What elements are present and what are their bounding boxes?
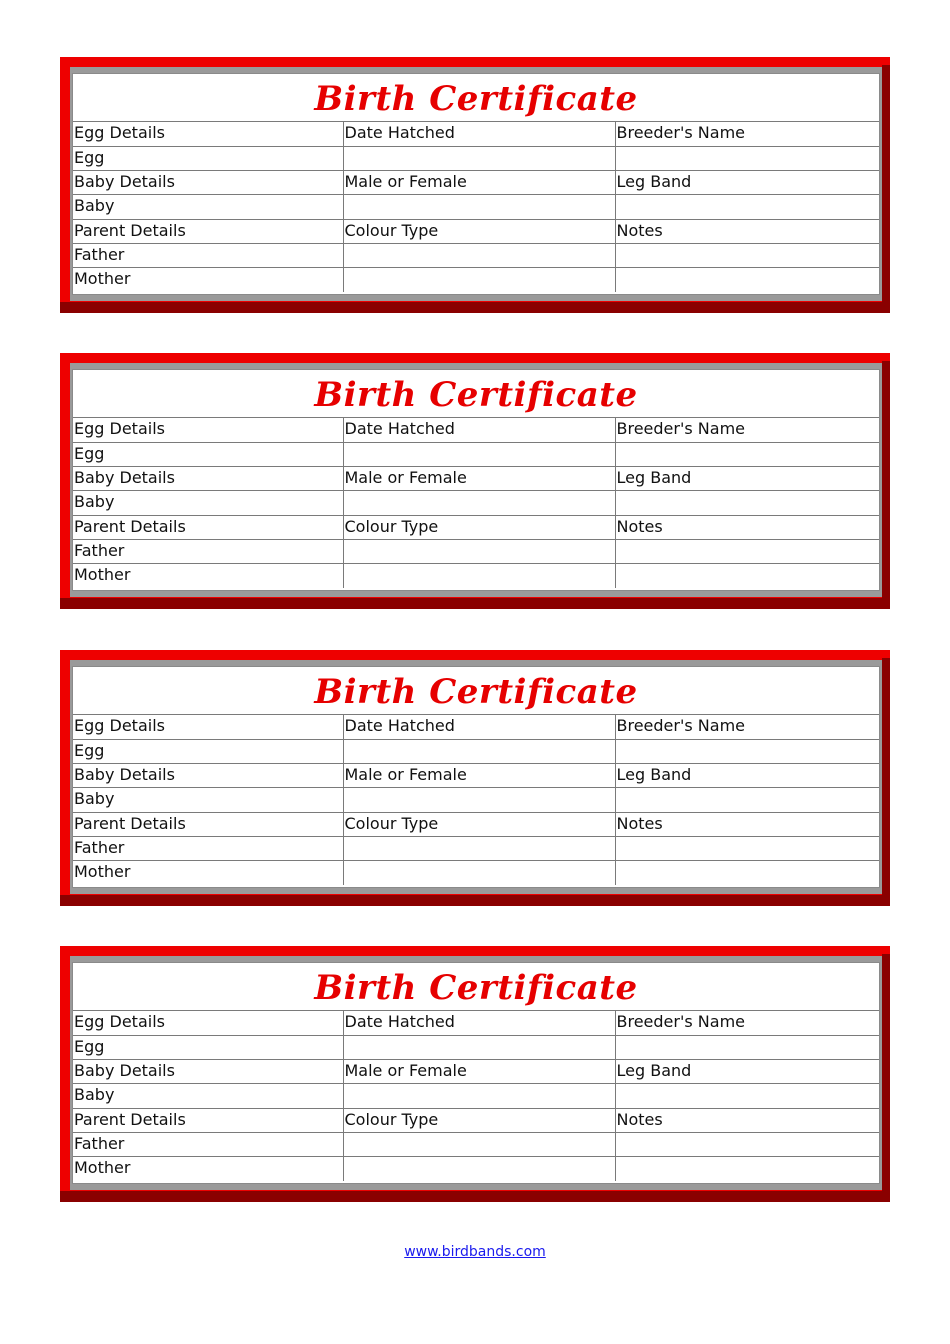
table-row [73, 812, 879, 836]
mother-label: Mother [73, 1157, 343, 1181]
parent-details-label: Parent Details [73, 219, 343, 243]
table-row [73, 442, 879, 466]
male-or-female-field[interactable] [343, 195, 615, 219]
male-or-female-field[interactable] [343, 491, 615, 515]
breeders-name-field[interactable] [615, 739, 879, 763]
leg-band-field[interactable] [615, 195, 879, 219]
card-shadow [60, 302, 890, 313]
card-shadow [882, 954, 890, 1202]
male-or-female-label: Male or Female [343, 171, 615, 195]
table-row [73, 1108, 879, 1132]
mother-notes-field[interactable] [615, 861, 879, 885]
father-colour-field[interactable] [343, 836, 615, 860]
notes-label: Notes [615, 515, 879, 539]
table-row [73, 1084, 879, 1108]
breeders-name-field[interactable] [615, 1035, 879, 1059]
table-row [73, 146, 879, 170]
table-row [73, 491, 879, 515]
baby-details-label: Baby Details [73, 764, 343, 788]
breeders-name-label: Breeder's Name [615, 418, 879, 442]
date-hatched-field[interactable] [343, 442, 615, 466]
certificate-table [73, 715, 879, 885]
table-row [73, 195, 879, 219]
birth-certificate-card [60, 353, 890, 609]
parent-details-label: Parent Details [73, 812, 343, 836]
notes-label: Notes [615, 1108, 879, 1132]
table-row [73, 715, 879, 739]
card-border [70, 67, 882, 301]
mother-colour-field[interactable] [343, 268, 615, 292]
breeders-name-label: Breeder's Name [615, 1011, 879, 1035]
birth-certificate-card [60, 650, 890, 906]
egg-details-label: Egg Details [73, 418, 343, 442]
card-shadow [882, 361, 890, 609]
egg-label: Egg [73, 146, 343, 170]
table-row [73, 171, 879, 195]
baby-details-label: Baby Details [73, 1060, 343, 1084]
father-notes-field[interactable] [615, 243, 879, 267]
certificate-table [73, 1011, 879, 1181]
notes-label: Notes [615, 219, 879, 243]
certificate-form [72, 73, 880, 295]
table-row [73, 539, 879, 563]
table-row [73, 564, 879, 588]
website-link[interactable]: www.birdbands.com [404, 1244, 546, 1260]
certificate-title: Birth Certificate [73, 963, 879, 1011]
breeders-name-label: Breeder's Name [615, 122, 879, 146]
certificate-table [73, 122, 879, 292]
card-shadow [60, 1191, 890, 1202]
father-label: Father [73, 539, 343, 563]
colour-type-label: Colour Type [343, 812, 615, 836]
baby-label: Baby [73, 788, 343, 812]
father-notes-field[interactable] [615, 539, 879, 563]
father-label: Father [73, 836, 343, 860]
egg-details-label: Egg Details [73, 715, 343, 739]
male-or-female-label: Male or Female [343, 467, 615, 491]
table-row [73, 1157, 879, 1181]
table-row [73, 467, 879, 491]
certificate-form [72, 962, 880, 1184]
mother-label: Mother [73, 268, 343, 292]
table-row [73, 268, 879, 292]
table-row [73, 515, 879, 539]
male-or-female-label: Male or Female [343, 764, 615, 788]
leg-band-field[interactable] [615, 491, 879, 515]
mother-label: Mother [73, 861, 343, 885]
egg-label: Egg [73, 442, 343, 466]
certificate-title: Birth Certificate [73, 667, 879, 715]
father-notes-field[interactable] [615, 836, 879, 860]
breeders-name-field[interactable] [615, 442, 879, 466]
birth-certificate-card [60, 57, 890, 313]
mother-notes-field[interactable] [615, 1157, 879, 1181]
card-shadow [60, 895, 890, 906]
table-row [73, 788, 879, 812]
baby-label: Baby [73, 1084, 343, 1108]
table-row [73, 1132, 879, 1156]
table-row [73, 739, 879, 763]
date-hatched-label: Date Hatched [343, 122, 615, 146]
parent-details-label: Parent Details [73, 515, 343, 539]
certificate-table [73, 418, 879, 588]
colour-type-label: Colour Type [343, 1108, 615, 1132]
father-label: Father [73, 1132, 343, 1156]
certificate-form [72, 369, 880, 591]
table-row [73, 1060, 879, 1084]
leg-band-label: Leg Band [615, 764, 879, 788]
card-shadow [882, 65, 890, 313]
egg-label: Egg [73, 739, 343, 763]
mother-notes-field[interactable] [615, 268, 879, 292]
table-row [73, 836, 879, 860]
baby-label: Baby [73, 195, 343, 219]
notes-label: Notes [615, 812, 879, 836]
date-hatched-field[interactable] [343, 1035, 615, 1059]
male-or-female-field[interactable] [343, 1084, 615, 1108]
date-hatched-field[interactable] [343, 739, 615, 763]
breeders-name-field[interactable] [615, 146, 879, 170]
male-or-female-field[interactable] [343, 788, 615, 812]
father-colour-field[interactable] [343, 539, 615, 563]
mother-colour-field[interactable] [343, 564, 615, 588]
baby-label: Baby [73, 491, 343, 515]
leg-band-label: Leg Band [615, 1060, 879, 1084]
table-row [73, 1035, 879, 1059]
table-row [73, 418, 879, 442]
father-colour-field[interactable] [343, 1132, 615, 1156]
baby-details-label: Baby Details [73, 171, 343, 195]
egg-details-label: Egg Details [73, 122, 343, 146]
table-row [73, 219, 879, 243]
mother-notes-field[interactable] [615, 564, 879, 588]
leg-band-field[interactable] [615, 1084, 879, 1108]
birth-certificate-card [60, 946, 890, 1202]
card-shadow [882, 658, 890, 906]
egg-details-label: Egg Details [73, 1011, 343, 1035]
father-notes-field[interactable] [615, 1132, 879, 1156]
card-border [70, 956, 882, 1190]
certificate-title: Birth Certificate [73, 74, 879, 122]
mother-label: Mother [73, 564, 343, 588]
table-row [73, 243, 879, 267]
table-row [73, 764, 879, 788]
father-label: Father [73, 243, 343, 267]
date-hatched-field[interactable] [343, 146, 615, 170]
table-row [73, 1011, 879, 1035]
male-or-female-label: Male or Female [343, 1060, 615, 1084]
footer [0, 1244, 950, 1260]
leg-band-field[interactable] [615, 788, 879, 812]
card-border [70, 660, 882, 894]
baby-details-label: Baby Details [73, 467, 343, 491]
father-colour-field[interactable] [343, 243, 615, 267]
table-row [73, 861, 879, 885]
certificate-title: Birth Certificate [73, 370, 879, 418]
certificate-form [72, 666, 880, 888]
egg-label: Egg [73, 1035, 343, 1059]
parent-details-label: Parent Details [73, 1108, 343, 1132]
colour-type-label: Colour Type [343, 219, 615, 243]
table-row [73, 122, 879, 146]
mother-colour-field[interactable] [343, 861, 615, 885]
leg-band-label: Leg Band [615, 467, 879, 491]
card-border [70, 363, 882, 597]
leg-band-label: Leg Band [615, 171, 879, 195]
colour-type-label: Colour Type [343, 515, 615, 539]
breeders-name-label: Breeder's Name [615, 715, 879, 739]
date-hatched-label: Date Hatched [343, 1011, 615, 1035]
card-shadow [60, 598, 890, 609]
date-hatched-label: Date Hatched [343, 715, 615, 739]
mother-colour-field[interactable] [343, 1157, 615, 1181]
date-hatched-label: Date Hatched [343, 418, 615, 442]
